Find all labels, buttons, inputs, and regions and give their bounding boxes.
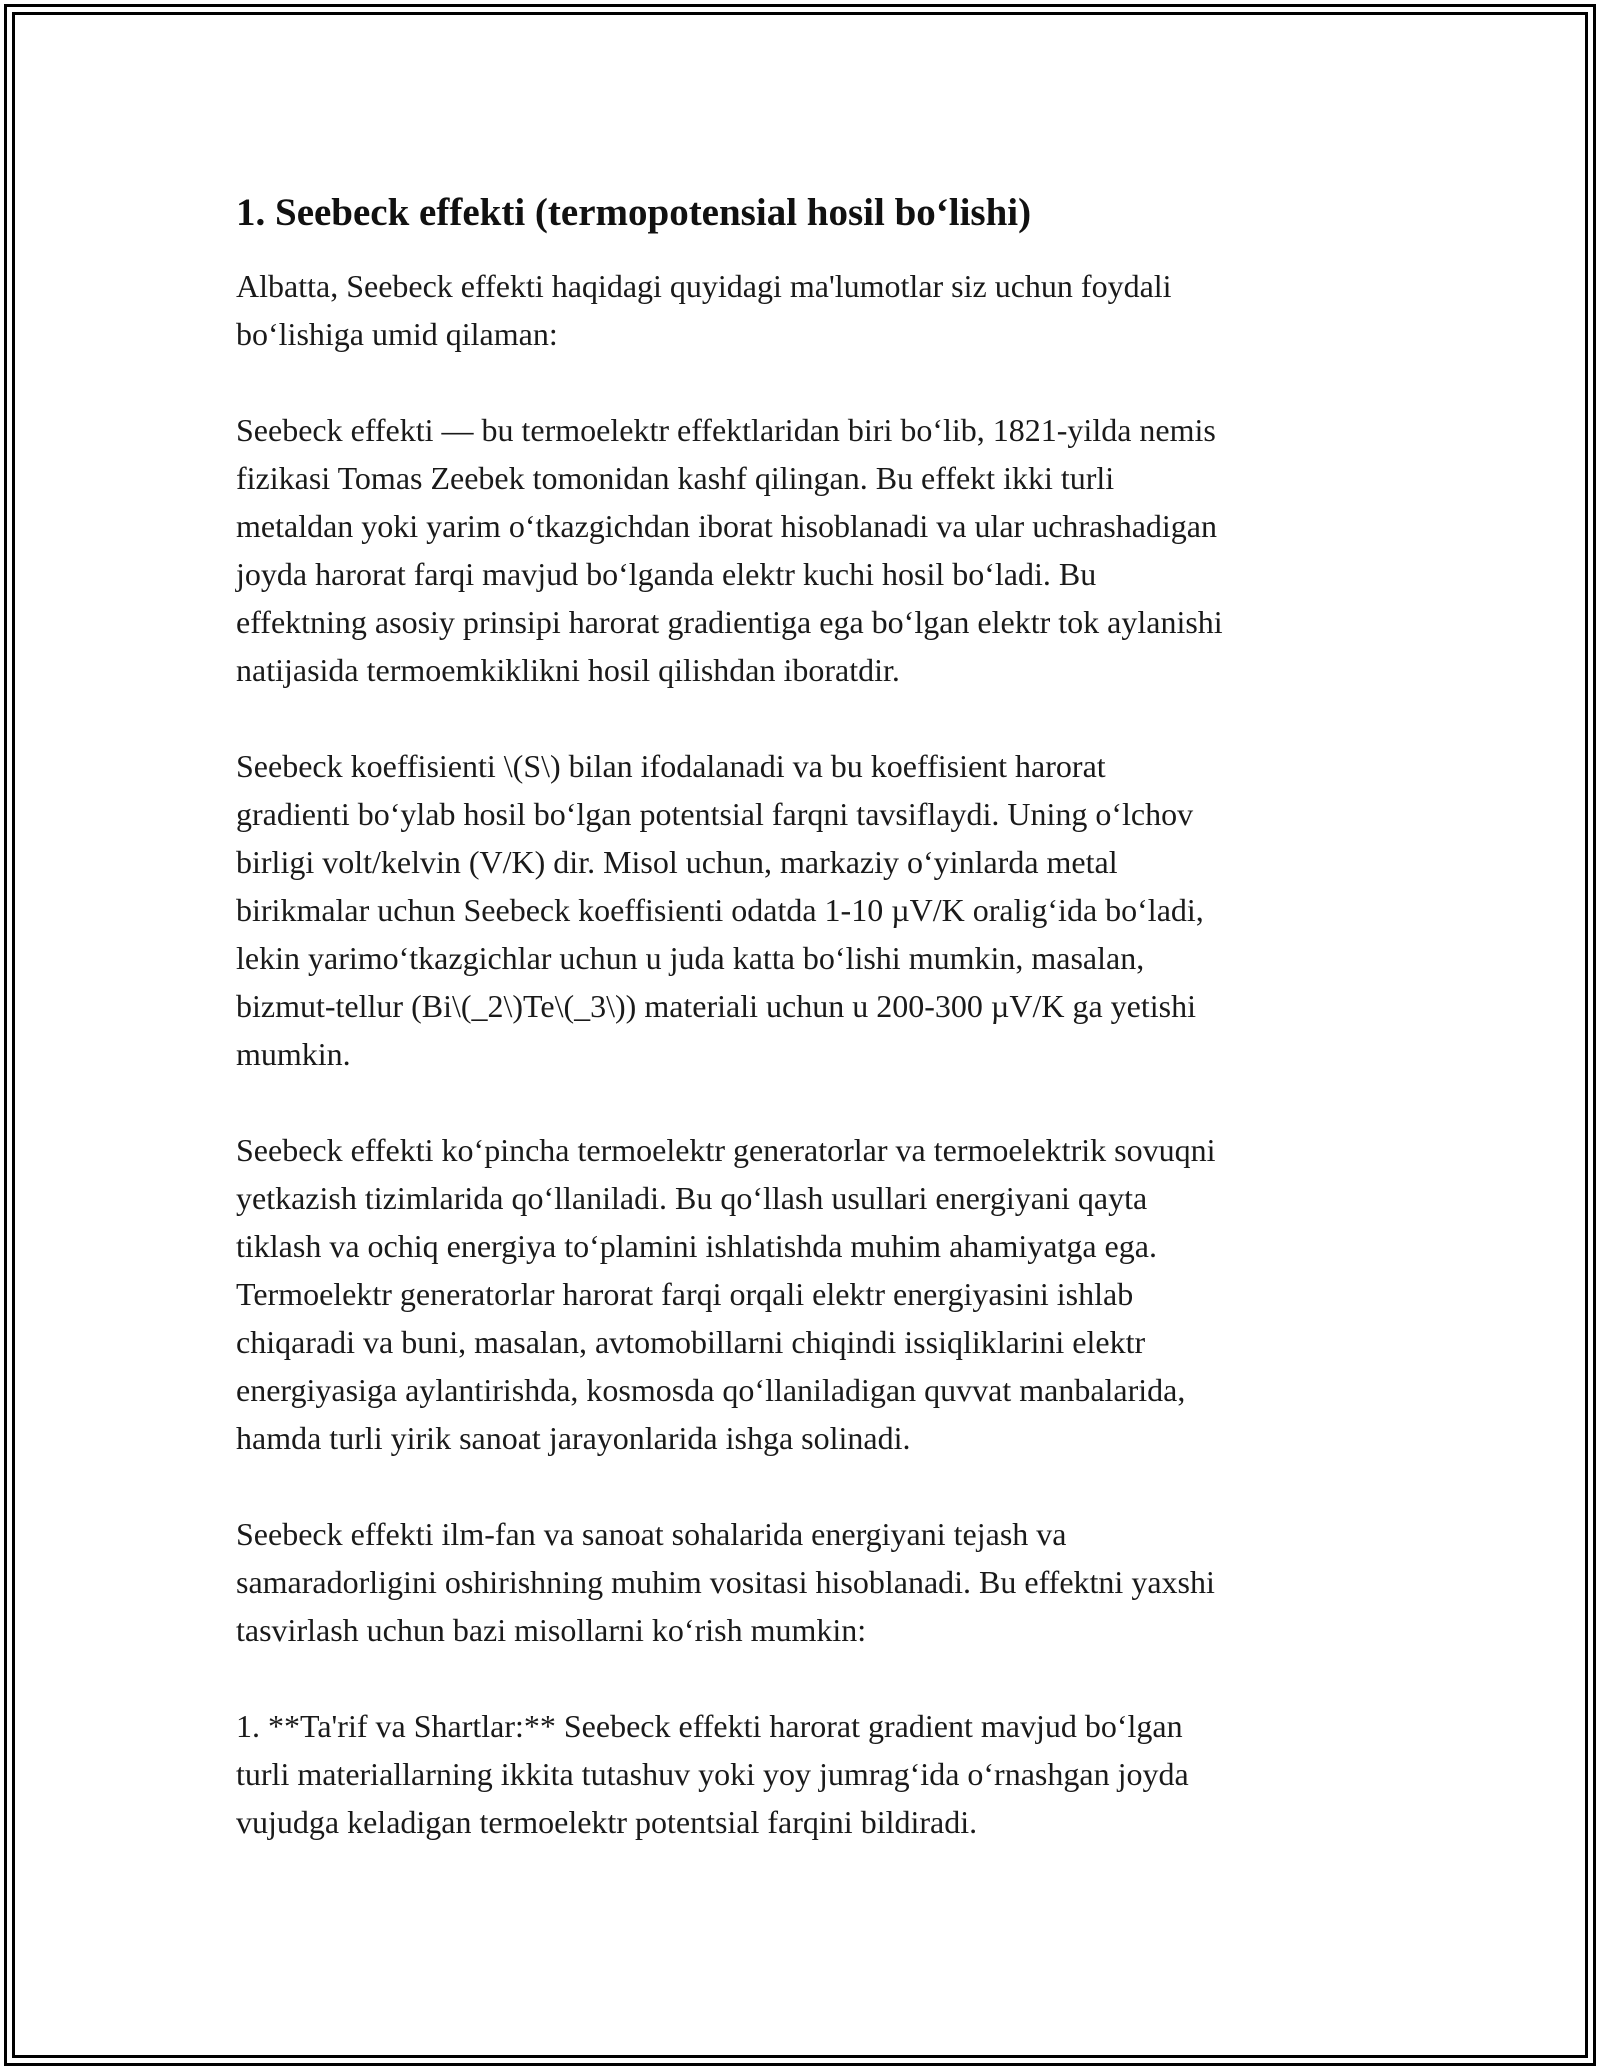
paragraph-list-item-1: 1. **Ta'rif va Shartlar:** Seebeck effekti harorat gradient mavjud bo‘lgan turli materiallarning ikkita tutashuv yoki yoy jumrag‘ida o‘rnashgan joyda vujudga keladigan termoelektr potentsial farqini bildiradi. (236, 1708, 1189, 1840)
paragraph-applications: Seebeck effekti ko‘pincha termoelektr generatorlar va termoelektrik sovuqni yetkazish tizimlarida qo‘llaniladi. Bu qo‘llash usullari energiyani qayta tiklash va ochiq energiya to‘plamini ishlatishda muhim ahamiyatga ega. Termoelektr generatorlar harorat farqi orqali elektr energiyasini ishlab chiqaradi va buni, masalan, avtomobillarni chiqindi issiqliklarini elektr energiyasiga aylantirishda, kosmosda qo‘llaniladigan quvvat manbalarida, hamda turli yirik sanoat jarayonlarida ishga solinadi. (236, 1132, 1216, 1456)
paragraph-intro: Albatta, Seebeck effekti haqidagi quyidagi ma'lumotlar siz uchun foydali bo‘lishiga umid qilaman: (236, 268, 1172, 352)
paragraph-significance: Seebeck effekti ilm-fan va sanoat sohalarida energiyani tejash va samaradorligini oshirishning muhim vositasi hisoblanadi. Bu effektni yaxshi tasvirlash uchun bazi misollarni ko‘rish mumkin: (236, 1516, 1215, 1648)
section-heading: 1. Seebeck effekti (termopotensial hosil bo‘lishi) (236, 191, 1032, 234)
paragraph-coefficient: Seebeck koeffisienti \(S\) bilan ifodalanadi va bu koeffisient harorat gradienti bo‘ylab hosil bo‘lgan potentsial farqni tavsiflaydi. Uning o‘lchov birligi volt/kelvin (V/K) dir. Misol uchun, markaziy o‘yinlarda metal birikmalar uchun Seebeck koeffisienti odatda 1-10 µV/K oralig‘ida bo‘ladi, lekin yarimo‘tkazgichlar uchun u juda katta bo‘lishi mumkin, masalan, bizmut-tellur (Bi\(_2\)Te\(_3\)) materiali uchun u 200-300 µV/K ga yetishi mumkin. (236, 748, 1204, 1072)
paragraph-definition: Seebeck effekti — bu termoelektr effektlaridan biri bo‘lib, 1821-yilda nemis fizikasi Tomas Zeebek tomonidan kashf qilingan. Bu effekt ikki turli metaldan yoki yarim o‘tkazgichdan iborat hisoblanadi va ular uchrashadigan joyda harorat farqi mavjud bo‘lganda elektr kuchi hosil bo‘ladi. Bu effektning asosiy prinsipi harorat gradientiga ega bo‘lgan elektr tok aylanishi natijasida termoemkiklikni hosil qilishdan iboratdir. (236, 412, 1223, 688)
document-body (236, 186, 1376, 1846)
